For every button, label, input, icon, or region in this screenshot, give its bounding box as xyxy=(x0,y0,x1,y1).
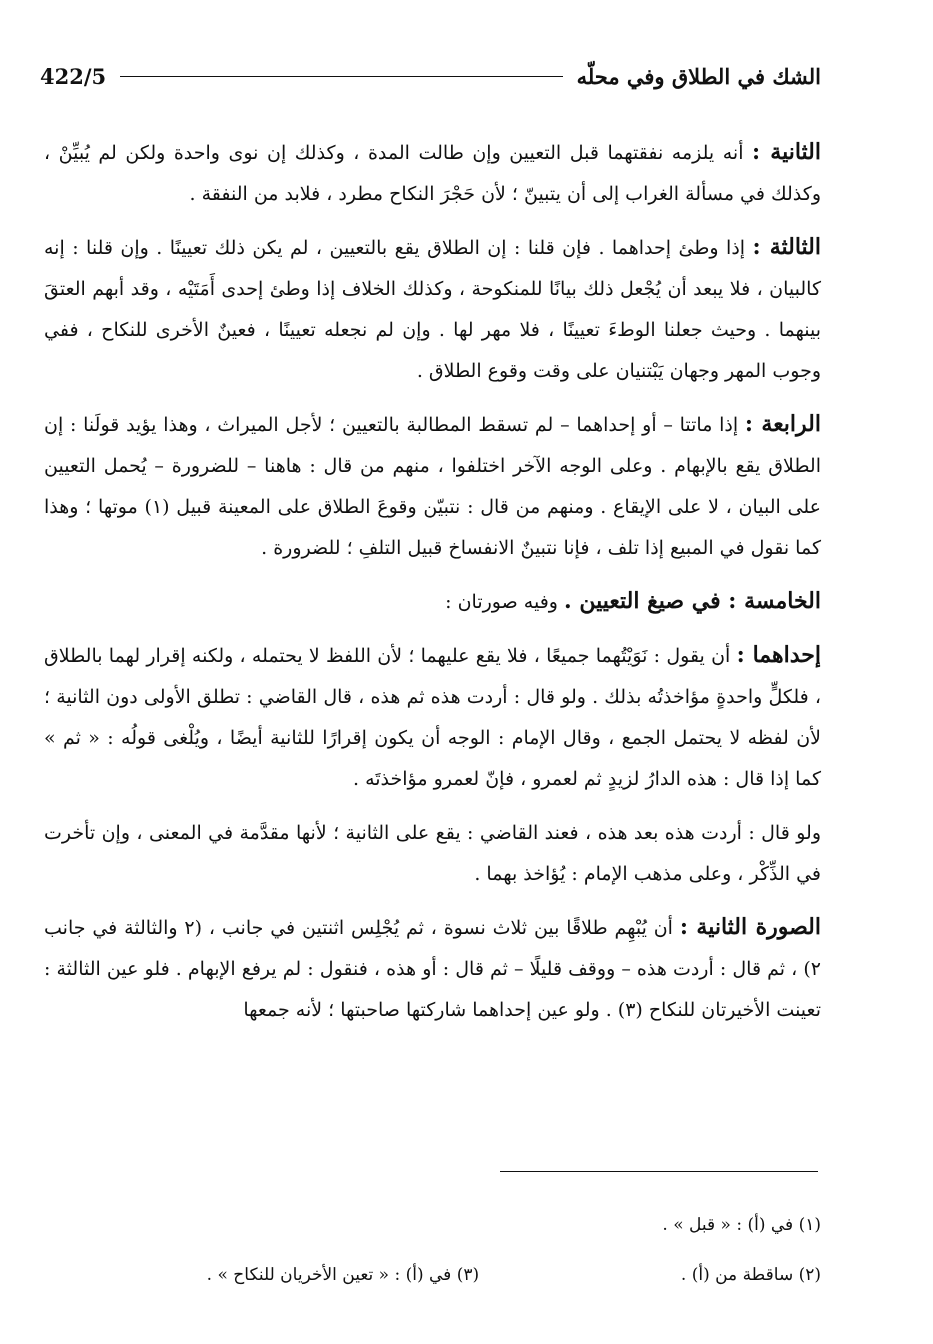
paragraph-text: أن يقول : نَوَيْتُهما جميعًا ، فلا يقع عليهما ؛ لأن اللفظ لا يحتمله ، ولكنه إقرار لهما بالطلاق ، فلكلٍّ واحدةٍ مؤاخذتُه بذلك . ولو قال : أردت هذه ثم هذه ، قال القاضي : تطلق الأولى دون الثانية ؛ لأن لفظه لا يحتمل الجمع ، وقال الإمام : الوجه أن يكون إقرارًا للثانية أيضًا ، ويُلْغى قولُه : « ثم » كما إذا قال : هذه الدارُ لزيدٍ ثم لعمرو ، فإنّ لعمرو مؤاخذتَه . xyxy=(44,645,821,790)
body-text xyxy=(44,132,821,1043)
footnote-2: (٢) ساقطة من (أ) . xyxy=(680,1265,821,1285)
paragraph-text: أنه يلزمه نفقتهما قبل التعيين وإن طالت المدة ، وكذلك إن نوى واحدة ولكن لم يُبيِّنْ ، وكذلك في مسألة الغراب إلى أن يتبينّ ؛ لأن حَجْرَ النكاح مطرد ، فلابد من النفقة . xyxy=(44,142,821,205)
paragraph-second-form xyxy=(44,907,821,1031)
footnote-separator xyxy=(500,1171,818,1172)
footnote-3: (٣) في (أ) : « تعين الأخريان للنكاح » . xyxy=(206,1265,480,1285)
paragraph-text: إذا وطئ إحداهما . فإن قلنا : إن الطلاق يقع بالتعيين ، لم يكن ذلك تعيينًا . وإن قلنا : إنه كالبيان ، فلا يبعد أن يُجْعل ذلك بيانًا للمنكوحة ، وكذلك الخلاف إذا وطئ إحدى أَمَتَيْه ، وقد أبهم العتقَ بينهما . وحيث جعلنا الوطءَ تعيينًا ، فلا مهر لها . وإن لم نجعله تعيينًا ، فعينٌ الأخرى للنكاح ، ففي وجوب المهر وجهان يَبْتنيان على وقت وقوع الطلاق . xyxy=(44,237,821,382)
footnote-row xyxy=(44,1250,821,1300)
footnote-row xyxy=(44,1200,821,1250)
footnote-1: (١) في (أ) : « قبل » . xyxy=(662,1215,821,1235)
header-title: الشك في الطلاق وفي محلّه xyxy=(576,63,821,89)
paragraph-first-form xyxy=(44,635,821,800)
page-number: 422/5 xyxy=(40,63,107,89)
paragraph-fourth xyxy=(44,404,821,569)
paragraph-text: ولو قال : أردت هذه بعد هذه ، فعند القاضي : يقع على الثانية ؛ لأنها مقدَّمة في المعنى ، وإن تأخرت في الذِّكْر ، وعلى مذهب الإمام : يُؤاخذ بهما . xyxy=(44,822,821,885)
paragraph-third xyxy=(44,227,821,392)
paragraph-lead: الثالثة : xyxy=(752,234,821,260)
paragraph-second xyxy=(44,132,821,215)
footnotes xyxy=(44,1200,821,1300)
header-rule xyxy=(120,76,562,77)
paragraph-text: وفيه صورتان : xyxy=(445,591,565,613)
running-header xyxy=(40,58,821,94)
paragraph-text: أن يُبْهِم طلاقًا بين ثلاث نسوة ، ثم يُجْلِس اثنتين في جانب ، (٢ والثالثة في جانب ٢) ، ثم قال : أردت هذه – ووقف قليلًا – ثم قال : أو هذه ، فنقول : لم يرفع الإبهام . فلو عين الثالثة : تعينت الأخيرتان للنكاح (٣) . ولو عين إحداهما شاركتها صاحبتها ؛ لأنه جمعها xyxy=(44,917,821,1021)
paragraph-lead: الخامسة : في صيغ التعيين . xyxy=(564,588,821,614)
paragraph-text: إذا ماتتا – أو إحداهما – لم تسقط المطالبة بالتعيين ؛ لأجل الميراث ، وهذا يؤيد قولَنا : إن الطلاق يقع بالإبهام . وعلى الوجه الآخر اختلفوا ، منهم من قال : هاهنا – للضرورة – يُحمل التعيين على البيان ، لا على الإيقاع . ومنهم من قال : نتبيّن وقوعَ الطلاق على المعينة قبيل (١) موتها ؛ وهذا كما نقول في المبيع إذا تلف ، فإنا نتبينٌ الانفساخ قبيل التلفِ ؛ للضرورة . xyxy=(44,414,821,559)
paragraph-lead: الصورة الثانية : xyxy=(679,914,821,940)
paragraph-lead: الرابعة : xyxy=(744,411,821,437)
paragraph-lead: إحداهما : xyxy=(736,642,821,668)
paragraph-continuation xyxy=(44,812,821,895)
paragraph-fifth xyxy=(44,581,821,623)
paragraph-lead: الثانية : xyxy=(752,139,822,165)
